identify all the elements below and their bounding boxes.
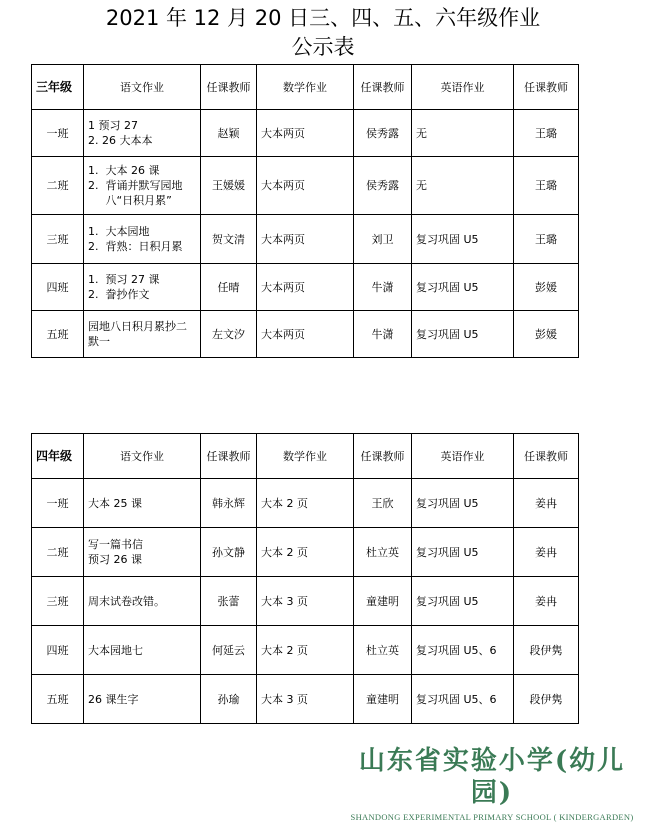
english-teacher-cell: 王璐	[514, 215, 579, 264]
math-teacher-cell: 杜立英	[354, 626, 412, 675]
math-homework-cell: 大本两页	[257, 311, 354, 358]
chinese-teacher-cell: 张蕾	[201, 577, 257, 626]
school-name-chinese: 山东省实验小学(幼儿园)	[358, 746, 626, 808]
chinese-homework-cell: 写一篇书信 预习 26 课	[84, 528, 201, 577]
column-header: 语文作业	[84, 434, 201, 479]
chinese-teacher-cell: 任晴	[201, 264, 257, 311]
math-homework-cell: 大本 3 页	[257, 577, 354, 626]
chinese-teacher-cell: 贺文清	[201, 215, 257, 264]
page-subtitle: 公示表	[291, 35, 355, 59]
math-homework-cell: 大本两页	[257, 264, 354, 311]
math-homework-cell: 大本两页	[257, 157, 354, 215]
english-teacher-cell: 段伊隽	[514, 675, 579, 724]
grade3-homework-table	[31, 64, 579, 358]
column-header: 英语作业	[412, 434, 514, 479]
chinese-homework-cell: 1. 大本园地 2. 背熟：日积月累	[84, 215, 201, 264]
column-header: 任课教师	[354, 65, 412, 110]
class-name-cell: 四班	[32, 264, 84, 311]
chinese-teacher-cell: 王媛媛	[201, 157, 257, 215]
english-homework-cell: 复习巩固 U5	[412, 528, 514, 577]
math-homework-cell: 大本两页	[257, 215, 354, 264]
class-name-cell: 二班	[32, 157, 84, 215]
math-teacher-cell: 王欣	[354, 479, 412, 528]
table-row	[32, 675, 579, 724]
chinese-teacher-cell: 赵颖	[201, 110, 257, 157]
class-name-cell: 三班	[32, 577, 84, 626]
column-header: 任课教师	[201, 434, 257, 479]
school-name-english: SHANDONG EXPERIMENTAL PRIMARY SCHOOL ( KINDERGARDEN)	[350, 812, 634, 822]
column-header: 任课教师	[354, 434, 412, 479]
math-homework-cell: 大本 2 页	[257, 479, 354, 528]
math-teacher-cell: 牛潇	[354, 311, 412, 358]
english-homework-cell: 复习巩固 U5	[412, 479, 514, 528]
english-teacher-cell: 王璐	[514, 157, 579, 215]
chinese-homework-cell: 园地八日积月累抄二 默一	[84, 311, 201, 358]
class-name-cell: 一班	[32, 479, 84, 528]
table-row	[32, 626, 579, 675]
grade-label: 三年级	[32, 65, 84, 110]
class-name-cell: 四班	[32, 626, 84, 675]
math-teacher-cell: 杜立英	[354, 528, 412, 577]
chinese-homework-cell: 大本 25 课	[84, 479, 201, 528]
math-teacher-cell: 童建明	[354, 675, 412, 724]
english-teacher-cell: 姜冉	[514, 479, 579, 528]
column-header: 英语作业	[412, 65, 514, 110]
chinese-teacher-cell: 何延云	[201, 626, 257, 675]
english-homework-cell: 复习巩固 U5、6	[412, 675, 514, 724]
column-header: 数学作业	[257, 434, 354, 479]
chinese-homework-cell: 周末试卷改错。	[84, 577, 201, 626]
table-row	[32, 577, 579, 626]
english-teacher-cell: 段伊隽	[514, 626, 579, 675]
class-name-cell: 五班	[32, 675, 84, 724]
table-row	[32, 311, 579, 358]
class-name-cell: 一班	[32, 110, 84, 157]
english-teacher-cell: 姜冉	[514, 528, 579, 577]
table-row	[32, 479, 579, 528]
column-header: 任课教师	[514, 65, 579, 110]
english-teacher-cell: 彭媛	[514, 311, 579, 358]
math-teacher-cell: 刘卫	[354, 215, 412, 264]
english-homework-cell: 复习巩固 U5、6	[412, 626, 514, 675]
math-homework-cell: 大本 2 页	[257, 626, 354, 675]
english-homework-cell: 复习巩固 U5	[412, 215, 514, 264]
math-teacher-cell: 童建明	[354, 577, 412, 626]
chinese-homework-cell: 1. 预习 27 课 2. 誊抄作文	[84, 264, 201, 311]
chinese-teacher-cell: 韩永辉	[201, 479, 257, 528]
english-teacher-cell: 姜冉	[514, 577, 579, 626]
math-teacher-cell: 侯秀露	[354, 157, 412, 215]
english-homework-cell: 无	[412, 110, 514, 157]
column-header: 数学作业	[257, 65, 354, 110]
math-homework-cell: 大本两页	[257, 110, 354, 157]
chinese-homework-cell: 大本园地七	[84, 626, 201, 675]
english-homework-cell: 无	[412, 157, 514, 215]
class-name-cell: 三班	[32, 215, 84, 264]
class-name-cell: 二班	[32, 528, 84, 577]
grade4-homework-table	[31, 433, 579, 724]
column-header: 任课教师	[514, 434, 579, 479]
english-homework-cell: 复习巩固 U5	[412, 577, 514, 626]
english-teacher-cell: 彭媛	[514, 264, 579, 311]
chinese-teacher-cell: 孙文静	[201, 528, 257, 577]
page-title: 2021 年 12 月 20 日三、四、五、六年级作业	[105, 6, 541, 30]
table-header-row	[32, 65, 579, 110]
math-homework-cell: 大本 2 页	[257, 528, 354, 577]
column-header: 任课教师	[201, 65, 257, 110]
grade-label: 四年级	[32, 434, 84, 479]
column-header: 语文作业	[84, 65, 201, 110]
table-row	[32, 264, 579, 311]
school-logo	[342, 745, 642, 823]
chinese-homework-cell: 26 课生字	[84, 675, 201, 724]
class-name-cell: 五班	[32, 311, 84, 358]
english-homework-cell: 复习巩固 U5	[412, 264, 514, 311]
math-teacher-cell: 侯秀露	[354, 110, 412, 157]
chinese-teacher-cell: 左文汐	[201, 311, 257, 358]
english-homework-cell: 复习巩固 U5	[412, 311, 514, 358]
table-header-row	[32, 434, 579, 479]
math-homework-cell: 大本 3 页	[257, 675, 354, 724]
math-teacher-cell: 牛潇	[354, 264, 412, 311]
chinese-teacher-cell: 孙瑜	[201, 675, 257, 724]
chinese-homework-cell: 1. 大本 26 课 2. 背诵并默写园地 八“日积月累”	[84, 157, 201, 215]
table-row	[32, 528, 579, 577]
table-row	[32, 157, 579, 215]
table-row	[32, 110, 579, 157]
english-teacher-cell: 王璐	[514, 110, 579, 157]
chinese-homework-cell: 1 预习 27 2. 26 大本本	[84, 110, 201, 157]
table-row	[32, 215, 579, 264]
